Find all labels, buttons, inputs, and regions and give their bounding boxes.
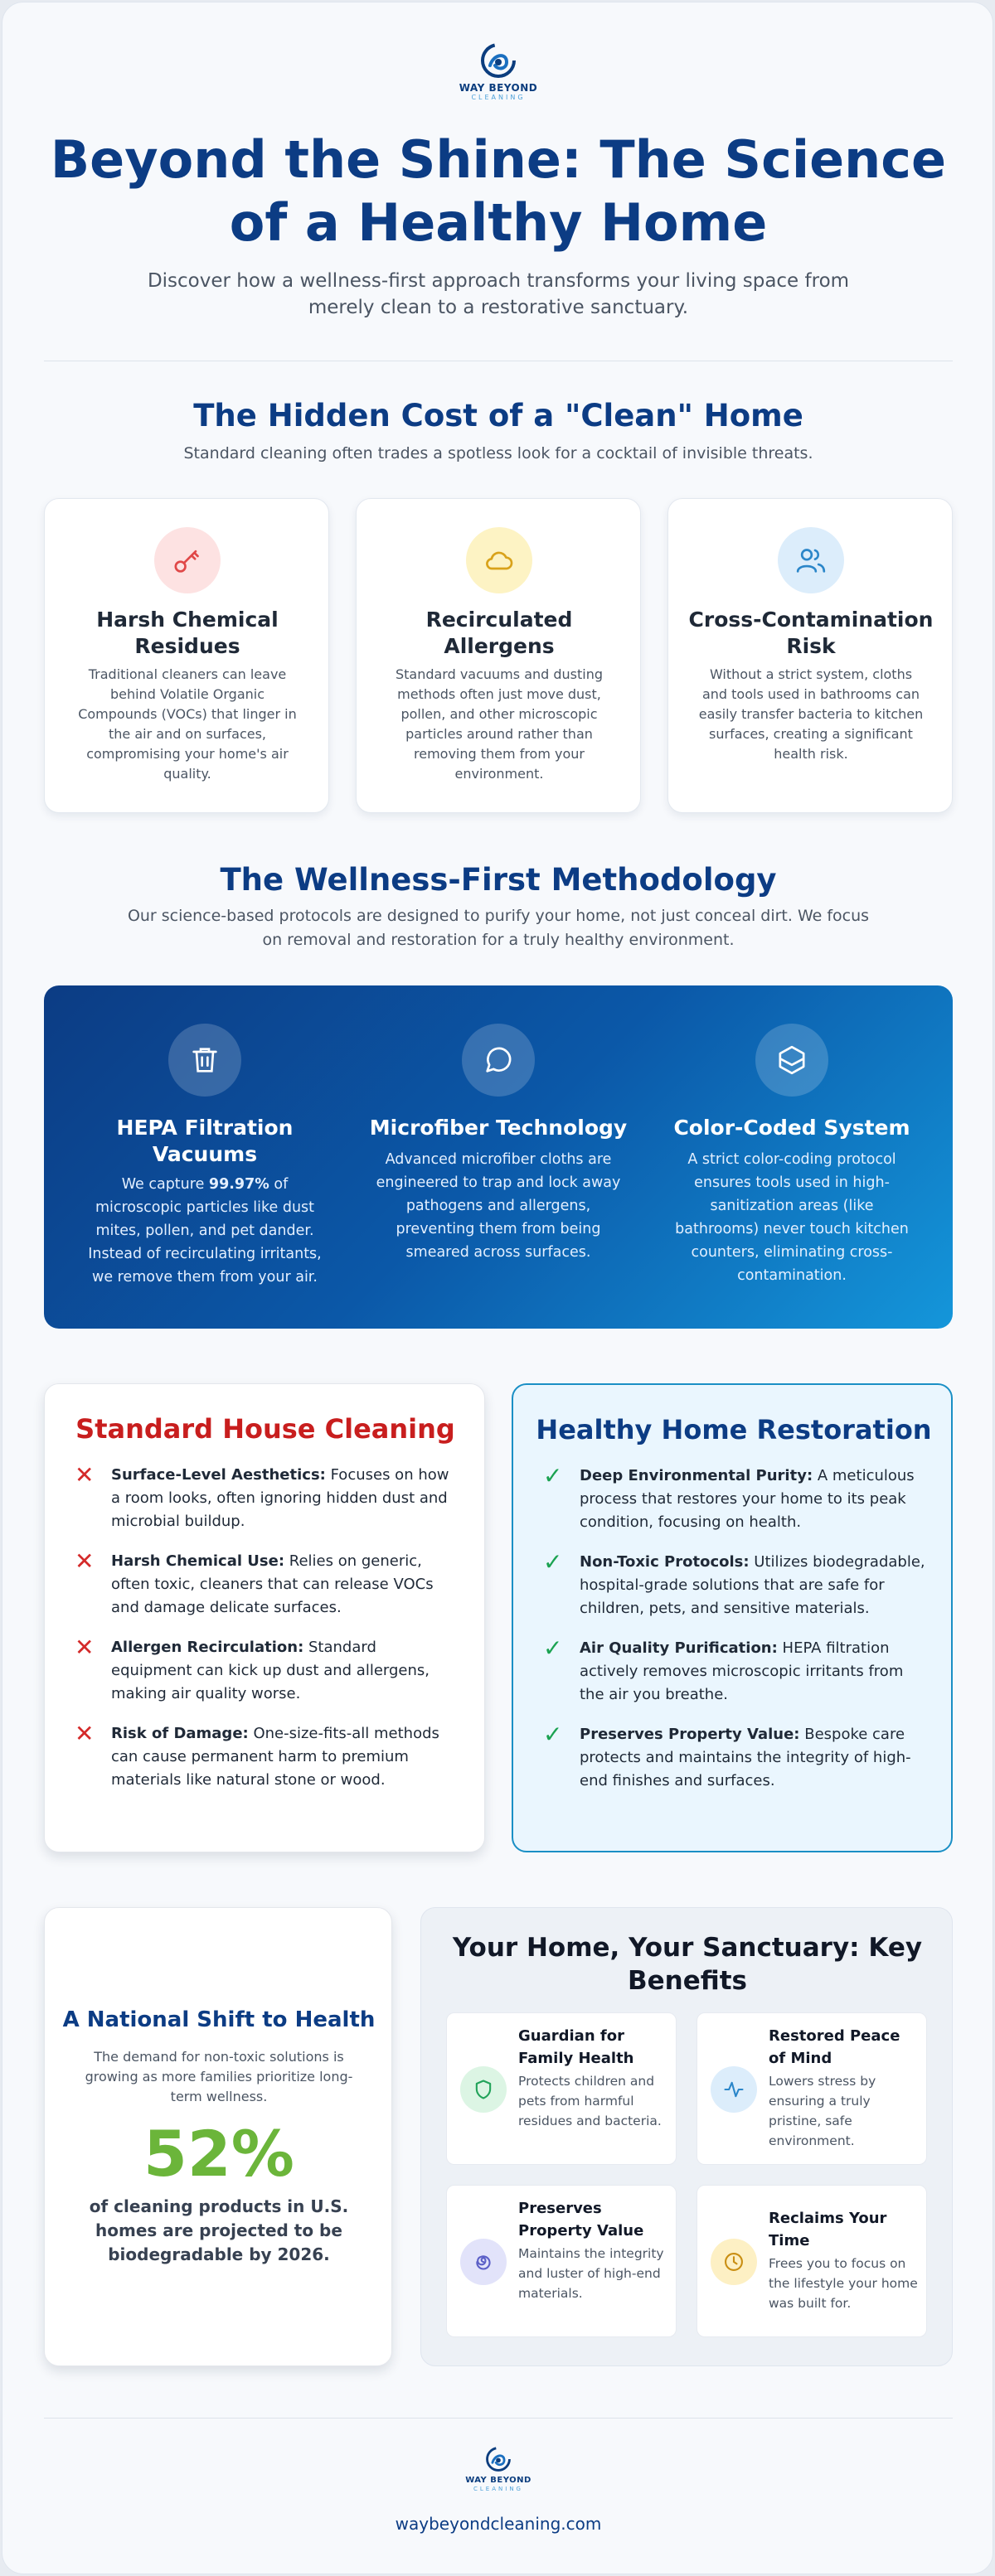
chat-icon bbox=[462, 1024, 535, 1097]
method-text: Advanced microfiber cloths are engineered to trap and lock away pathogens and allergens, preventing them from being smeared across surfaces. bbox=[376, 1151, 621, 1261]
national-shift-card bbox=[44, 1907, 392, 2366]
list-item: ✓ Deep Environmental Purity: A meticulous process that restores your home to its peak condition, focusing on health. bbox=[543, 1462, 915, 1531]
trash-icon bbox=[168, 1024, 241, 1097]
hidden-cost-subtitle: Standard cleaning often trades a spotless look for a cocktail of invisible threats. bbox=[183, 444, 813, 462]
national-stat: 52% bbox=[143, 2117, 294, 2191]
check-icon: ✓ bbox=[543, 1462, 563, 1489]
footer-website-link[interactable]: waybeyondcleaning.com bbox=[395, 2514, 602, 2534]
benefit-text: Frees you to focus on the lifestyle your home was built for. bbox=[769, 2256, 918, 2311]
cost-card-text: Standard vacuums and dusting methods often just move dust, pollen, and other microscopic particles around rather than removing them from your environment. bbox=[395, 666, 604, 782]
footer-divider bbox=[44, 2418, 953, 2419]
method-title: Color-Coded System bbox=[673, 1116, 910, 1140]
hidden-cost-title: The Hidden Cost of a "Clean" Home bbox=[193, 398, 803, 433]
x-icon: ✕ bbox=[75, 1461, 95, 1489]
check-icon: ✓ bbox=[543, 1721, 563, 1748]
healthy-title: Healthy Home Restoration bbox=[536, 1414, 932, 1445]
cost-card-contamination bbox=[667, 498, 953, 813]
national-text: The demand for non-toxic solutions is growing as more families prioritize long-term wellness. bbox=[85, 2049, 353, 2104]
x-icon: ✕ bbox=[75, 1547, 95, 1575]
national-title: A National Shift to Health bbox=[62, 2007, 376, 2032]
x-icon: ✕ bbox=[75, 1720, 95, 1747]
cost-card-text: Without a strict system, cloths and tools used in bathrooms can easily transfer bacteria to kitchen surfaces, creating a significant health risk. bbox=[698, 666, 924, 762]
benefit-title: Restored Peace of Mind bbox=[769, 2027, 900, 2067]
benefits-panel bbox=[420, 1907, 953, 2366]
standard-title: Standard House Cleaning bbox=[75, 1413, 455, 1445]
shield-icon bbox=[460, 2066, 507, 2113]
brand-tagline: CLEANING bbox=[473, 2486, 523, 2492]
spiral-icon bbox=[460, 2239, 507, 2285]
clock-icon bbox=[711, 2239, 757, 2285]
methodology-subtitle: Our science-based protocols are designed to purify your home, not just conceal dirt. We focus on removal and restoration for a truly healthy environment. bbox=[127, 907, 870, 949]
benefit-title: Reclaims Your Time bbox=[769, 2210, 887, 2249]
hero-title: Beyond the Shine: The Science of a Healthy Home bbox=[50, 129, 947, 253]
benefit-title: Guardian for Family Health bbox=[518, 2027, 634, 2067]
standard-list bbox=[75, 1461, 459, 1809]
pulse-icon bbox=[711, 2066, 757, 2113]
standard-cleaning-card bbox=[44, 1383, 485, 1852]
cost-card-title: Recirculated Allergens bbox=[425, 608, 573, 658]
footer-logo bbox=[457, 2446, 540, 2493]
benefit-text: Protects children and pets from harmful residues and bacteria. bbox=[518, 2074, 662, 2128]
benefit-text: Lowers stress by ensuring a truly pristine, safe environment. bbox=[769, 2074, 876, 2148]
list-item: ✕ Risk of Damage: One-size-fits-all methods can cause permanent harm to premium materials like natural stone or wood. bbox=[75, 1720, 439, 1789]
methodology-title: The Wellness-First Methodology bbox=[220, 862, 777, 898]
header-logo bbox=[457, 42, 540, 102]
method-title: Microfiber Technology bbox=[369, 1116, 628, 1140]
list-item: ✕ Surface-Level Aesthetics: Focuses on how a room looks, often ignoring hidden dust and microbial buildup. bbox=[75, 1461, 449, 1530]
cost-card-title: Cross-Contamination Risk bbox=[688, 608, 934, 658]
check-icon: ✓ bbox=[543, 1548, 563, 1576]
cost-card-chemical bbox=[44, 498, 329, 813]
benefit-peace-of-mind bbox=[696, 2012, 927, 2165]
benefit-property-value bbox=[446, 2185, 677, 2337]
benefit-family-health bbox=[446, 2012, 677, 2165]
brand-name: WAY BEYOND bbox=[465, 2476, 531, 2485]
brand-name: WAY BEYOND bbox=[459, 82, 538, 94]
infographic-page bbox=[2, 2, 993, 2574]
benefit-reclaim-time bbox=[696, 2185, 927, 2337]
list-item: ✓ Preserves Property Value: Bespoke care protects and maintains the integrity of high-end finishes and surfaces. bbox=[543, 1721, 911, 1789]
cost-card-title: Harsh Chemical Residues bbox=[96, 608, 279, 658]
list-item: ✓ Non-Toxic Protocols: Utilizes biodegradable, hospital-grade solutions that are safe for children, pets, and sensitive materials. bbox=[543, 1548, 925, 1617]
hero-subtitle: Discover how a wellness-first approach transforms your living space from merely clean to a restorative sanctuary. bbox=[147, 270, 850, 318]
list-item: ✕ Harsh Chemical Use: Relies on generic, often toxic, cleaners that can release VOCs and damage delicate surfaces. bbox=[75, 1547, 434, 1616]
list-item: ✓ Air Quality Purification: HEPA filtration actively removes microscopic irritants from the air you breathe. bbox=[543, 1634, 904, 1703]
methodology-panel bbox=[44, 985, 953, 1329]
swirl-logo-icon bbox=[478, 42, 518, 79]
x-icon: ✕ bbox=[75, 1634, 95, 1661]
benefit-title: Preserves Property Value bbox=[518, 2200, 644, 2239]
method-text: We capture 99.97% of microscopic particles like dust mites, pollen, and pet dander. Instead of recirculating irritants, we remove them from your air. bbox=[88, 1176, 322, 1286]
hexagon-icon bbox=[755, 1024, 828, 1097]
brand-tagline: CLEANING bbox=[471, 94, 526, 101]
cost-card-allergens bbox=[356, 498, 641, 813]
benefits-title: Your Home, Your Sanctuary: Key Benefits bbox=[452, 1933, 923, 1996]
healthy-home-card bbox=[512, 1383, 953, 1852]
list-item: ✕ Allergen Recirculation: Standard equipment can kick up dust and allergens, making air quality worse. bbox=[75, 1634, 430, 1702]
check-icon: ✓ bbox=[543, 1634, 563, 1662]
cost-card-text: Traditional cleaners can leave behind Volatile Organic Compounds (VOCs) that linger in the air and on surfaces, compromising your home's air quality. bbox=[78, 666, 297, 782]
method-title: HEPA Filtration Vacuums bbox=[116, 1116, 294, 1166]
method-text: A strict color-coding protocol ensures tools used in high-sanitization areas (like bathrooms) never touch kitchen counters, eliminating cross-contamination. bbox=[675, 1151, 909, 1284]
pipette-icon bbox=[154, 527, 221, 593]
cloud-icon bbox=[466, 527, 532, 593]
national-caption: of cleaning products in U.S. homes are projected to be biodegradable by 2026. bbox=[89, 2196, 349, 2264]
hepa-stat: 99.97% bbox=[208, 1176, 269, 1193]
users-icon bbox=[778, 527, 844, 593]
benefit-text: Maintains the integrity and luster of high-end materials. bbox=[518, 2246, 664, 2301]
swirl-logo-icon bbox=[484, 2446, 512, 2472]
healthy-list bbox=[543, 1462, 928, 1809]
